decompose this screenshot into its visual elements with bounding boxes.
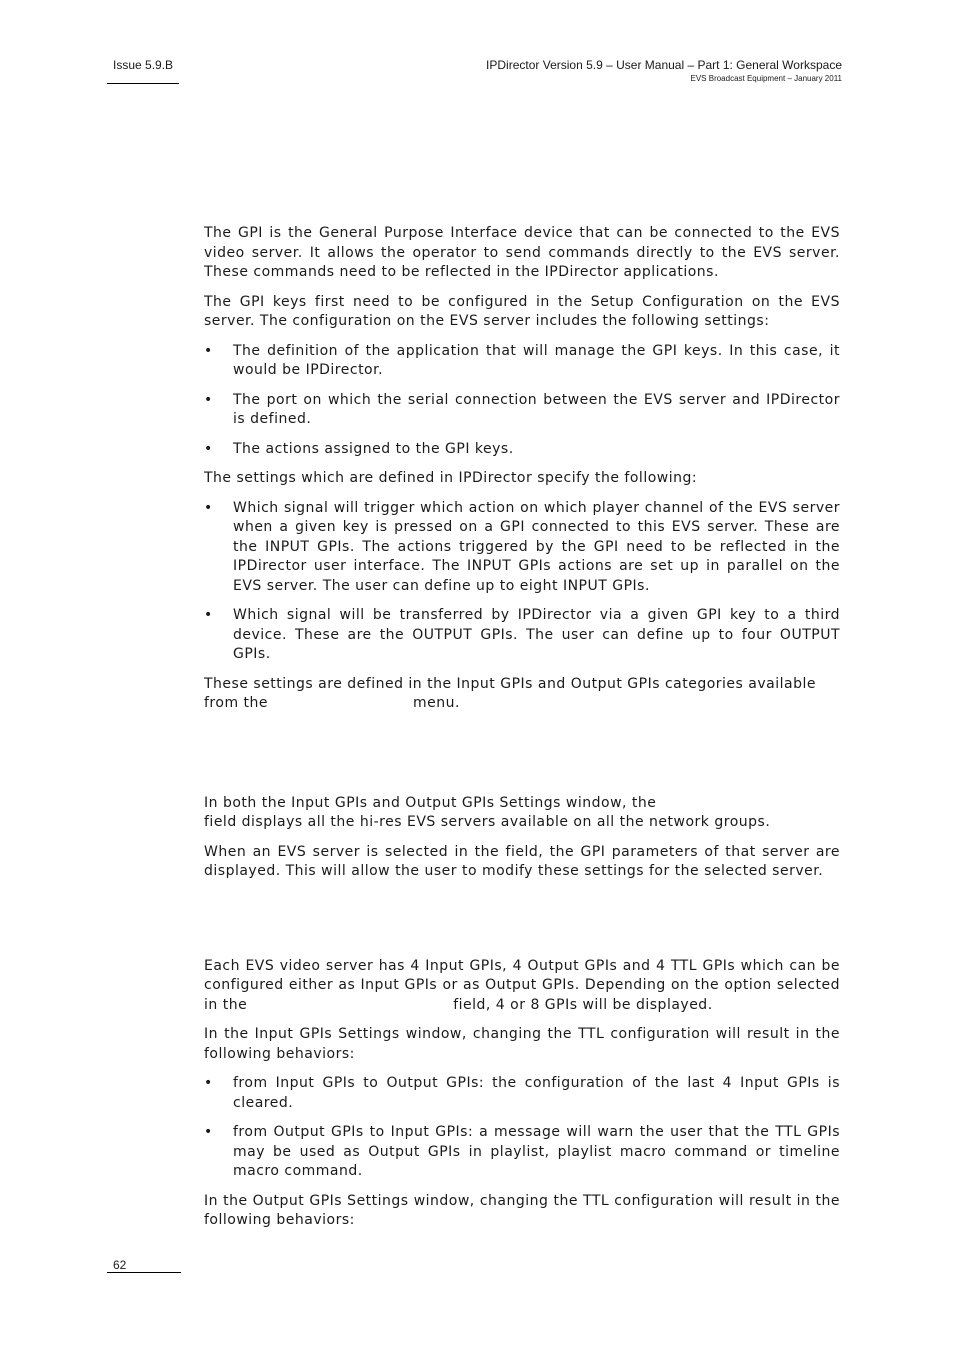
paragraph [204, 957, 840, 1016]
list-item: • The port on which the serial connection between the EVS server and IPDirector is defined. [204, 391, 840, 430]
list-item: • Which signal will be transferred by IPDirector via a given GPI key to a third device. These are the OUTPUT GPIs. The user can define up to four OUTPUT GPIs. [204, 606, 840, 665]
document-title: IPDirector Version 5.9 – User Manual – Part 1: General Workspace [486, 58, 842, 72]
paragraph: The GPI keys first need to be configured in the Setup Configuration on the EVS server. The configuration on the EVS server includes the following settings: [204, 293, 840, 329]
page-number: 62 [113, 1258, 127, 1272]
paragraph: In the Input GPIs Settings window, changing the TTL configuration will result in the following behaviors: [204, 1026, 840, 1062]
list-item: • The definition of the application that will manage the GPI keys. In this case, it would be IPDirector. [204, 342, 840, 381]
text-fragment: field, 4 or 8 GPIs will be displayed. [453, 996, 713, 1013]
footer-rule [107, 1272, 181, 1273]
document-subtitle: EVS Broadcast Equipment – January 2011 [690, 74, 842, 83]
paragraph [204, 675, 840, 714]
paragraph: When an EVS server is selected in the field, the GPI parameters of that server are displayed. This will allow the user to modify these settings for the selected server. [204, 843, 840, 879]
bullet-list [204, 1074, 840, 1182]
list-item: • Which signal will trigger which action on which player channel of the EVS server when a given key is pressed on a GPI connected to this EVS server. These are the INPUT GPIs. The actions triggered by the GPI need to be reflected in the IPDirector user interface. The INPUT GPIs actions are set up in parallel on the EVS server. The user can define up to eight INPUT GPIs. [204, 499, 840, 597]
paragraph: In the Output GPIs Settings window, changing the TTL configuration will result in the following behaviors: [204, 1192, 840, 1228]
list-item: • The actions assigned to the GPI keys. [204, 440, 840, 460]
paragraph [204, 794, 840, 833]
text-fragment: menu. [413, 695, 460, 711]
issue-label: Issue 5.9.B [113, 58, 174, 72]
page-content [204, 224, 840, 1241]
list-item: • from Input GPIs to Output GPIs: the configuration of the last 4 Input GPIs is cleared. [204, 1074, 840, 1113]
text-fragment: In both the Input GPIs and Output GPIs Settings window, the [204, 794, 657, 811]
list-item: • from Output GPIs to Input GPIs: a message will warn the user that the TTL GPIs may be used as Output GPIs in playlist, playlist macro command or timeline macro command. [204, 1123, 840, 1182]
text-fragment: Each EVS video server has 4 Input GPIs, 4 Output GPIs and 4 TTL GPIs which can be configured either as Input GPIs or as Output GPIs. Depending on the option selected in the [204, 957, 840, 1013]
paragraph: The settings which are defined in IPDirector specify the following: [204, 470, 698, 486]
bullet-list [204, 342, 840, 460]
paragraph: The GPI is the General Purpose Interface device that can be connected to the EVS video server. It allows the operator to send commands directly to the EVS server. These commands need to be reflected in the IPDirector applications. [204, 225, 840, 280]
bullet-list [204, 499, 840, 665]
header-rule [107, 83, 179, 84]
text-fragment: field displays all the hi-res EVS servers available on all the network groups. [204, 814, 771, 830]
text-fragment: These settings are defined in the Input GPIs and Output GPIs categories available from the [204, 675, 816, 711]
